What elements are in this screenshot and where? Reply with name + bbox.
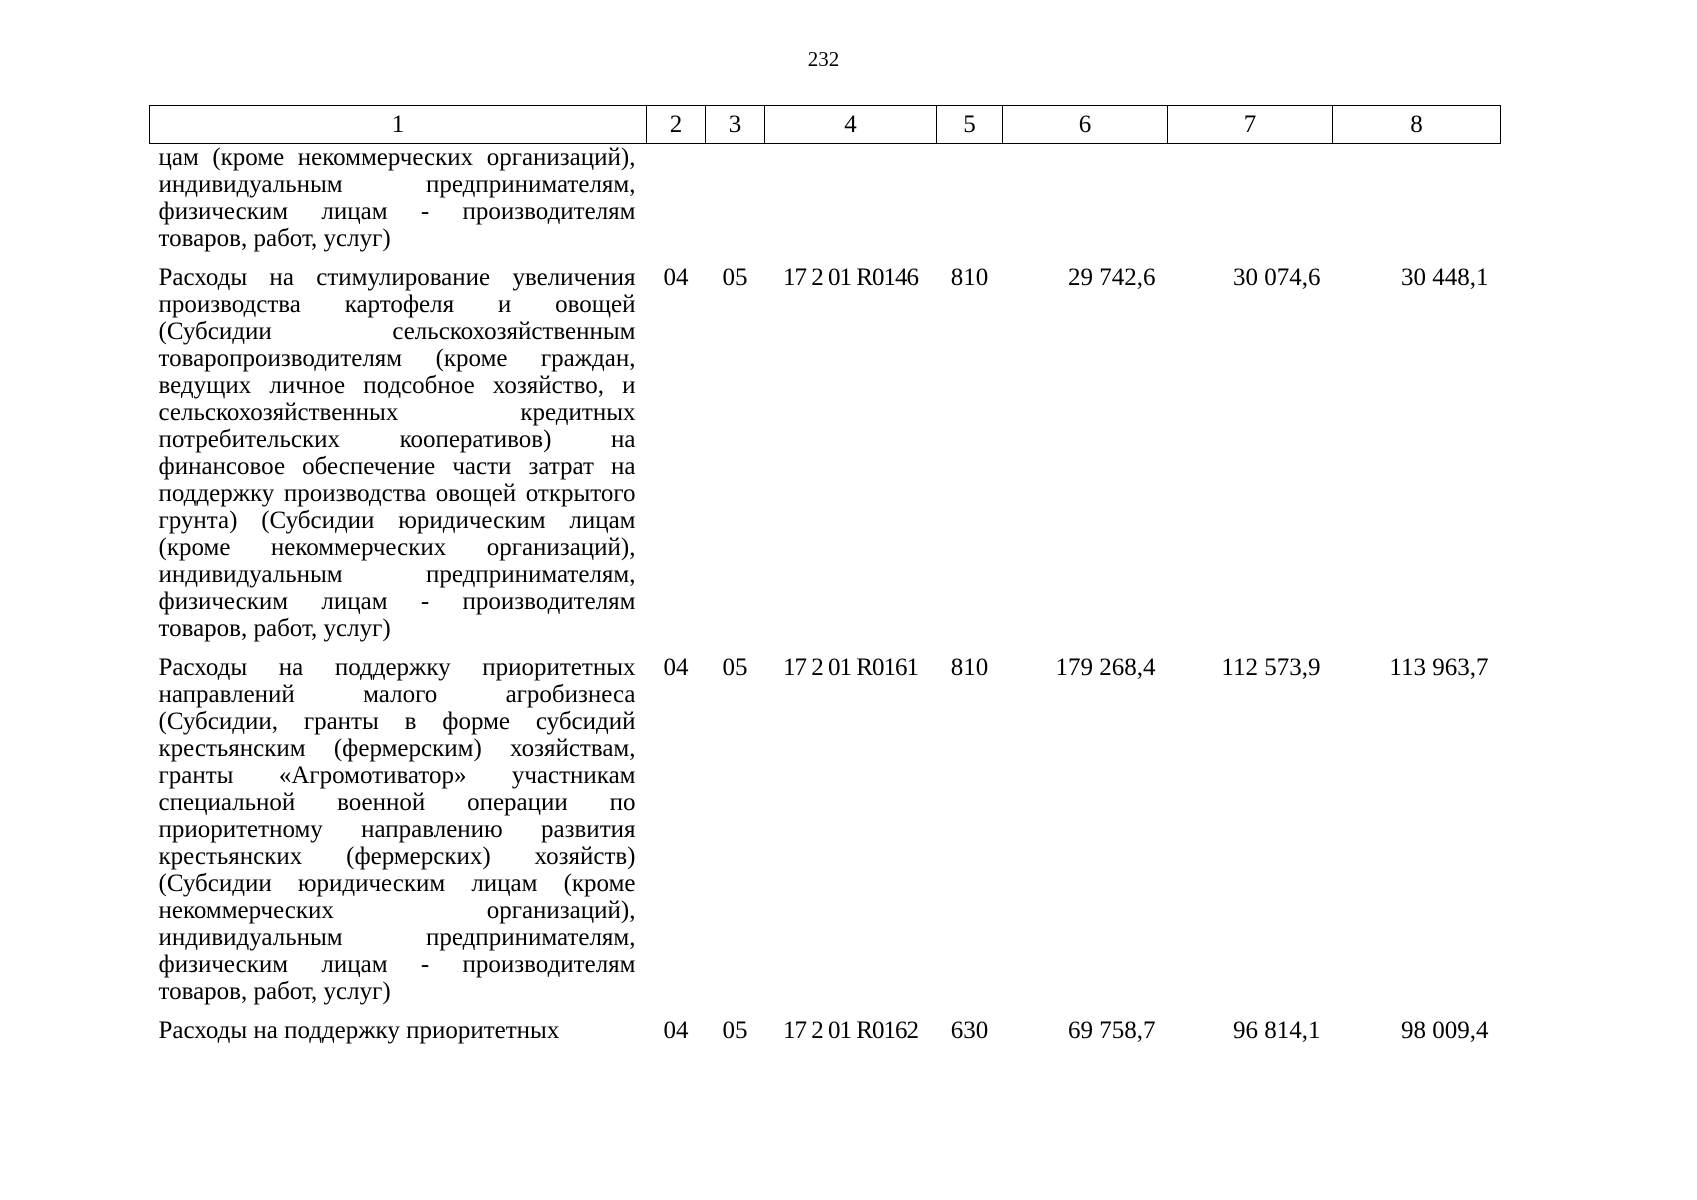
column-header-6: 6 xyxy=(1003,106,1168,144)
row-description: Расходы на поддержку приоритетных направлений малого агробизнеса (Субсидии, гранты в форме субсидий крестьянским (фермерским) хозяйствам, гранты «Агромотиватор» участникам специальной военной операции по приоритетному направлению развития крестьянских (фермерских) хозяйств) (Субсидии юридическим лицам (кроме некоммерческих организаций), индивидуальным предпринимателям, физическим лицам - производителям товаров, работ, услуг) xyxy=(158,654,636,1005)
row-subsection-code: 05 xyxy=(722,1017,748,1044)
row-description: Расходы на поддержку приоритетных xyxy=(158,1017,560,1044)
table-header-row xyxy=(150,106,1501,144)
row-amount-col8 xyxy=(1333,144,1501,253)
row-description: цам (кроме некоммерческих организаций), индивидуальным предпринимателям, физическим лицам - производителям товаров, работ, услуг) xyxy=(158,144,636,252)
table-row xyxy=(150,1005,1501,1065)
row-amount-col8: 98 009,4 xyxy=(1401,1017,1489,1044)
column-header-8: 8 xyxy=(1333,106,1501,144)
row-section-code: 04 xyxy=(663,1017,689,1044)
budget-table xyxy=(149,105,1501,1065)
table-row xyxy=(150,252,1501,642)
column-header-4: 4 xyxy=(765,106,937,144)
row-expense-type-code: 630 xyxy=(950,1017,989,1044)
row-subsection-code: 05 xyxy=(722,264,748,291)
row-expense-type-code xyxy=(937,144,1003,253)
row-description: Расходы на стимулирование увеличения производства картофеля и овощей (Субсидии сельскохозяйственным товаропроизводителям (кроме граждан, ведущих личное подсобное хозяйство, и сельскохозяйственных кредитных потребительских кооперативов) на финансовое обеспечение части затрат на поддержку производства овощей открытого грунта) (Субсидии юридическим лицам (кроме некоммерческих организаций), индивидуальным предпринимателям, физическим лицам - производителям товаров, работ, услуг) xyxy=(158,264,636,642)
row-amount-col7 xyxy=(1168,144,1333,253)
row-section-code xyxy=(647,144,706,253)
row-target-item-code: 17 2 01 R0146 xyxy=(783,264,918,291)
column-header-1: 1 xyxy=(150,106,647,144)
row-amount-col7: 96 814,1 xyxy=(1233,1017,1321,1044)
row-amount-col6: 179 268,4 xyxy=(1055,654,1156,681)
row-subsection-code: 05 xyxy=(722,654,748,681)
row-amount-col7: 112 573,9 xyxy=(1221,654,1321,681)
row-amount-col6: 69 758,7 xyxy=(1068,1017,1156,1044)
row-section-code: 04 xyxy=(663,264,689,291)
row-amount-col8: 113 963,7 xyxy=(1389,654,1489,681)
table-row xyxy=(150,642,1501,1005)
row-amount-col6 xyxy=(1003,144,1168,253)
page-number: 232 xyxy=(807,47,840,71)
row-target-item-code: 17 2 01 R0161 xyxy=(783,654,918,681)
row-amount-col6: 29 742,6 xyxy=(1068,264,1156,291)
column-header-2: 2 xyxy=(647,106,706,144)
column-header-7: 7 xyxy=(1168,106,1333,144)
row-expense-type-code: 810 xyxy=(950,654,989,681)
row-section-code: 04 xyxy=(663,654,689,681)
column-header-3: 3 xyxy=(706,106,765,144)
table-row xyxy=(150,144,1501,253)
row-expense-type-code: 810 xyxy=(950,264,989,291)
row-amount-col7: 30 074,6 xyxy=(1233,264,1321,291)
row-amount-col8: 30 448,1 xyxy=(1401,264,1489,291)
row-subsection-code xyxy=(706,144,765,253)
row-target-item-code: 17 2 01 R0162 xyxy=(783,1017,918,1044)
column-header-5: 5 xyxy=(937,106,1003,144)
row-target-item-code xyxy=(765,144,937,253)
